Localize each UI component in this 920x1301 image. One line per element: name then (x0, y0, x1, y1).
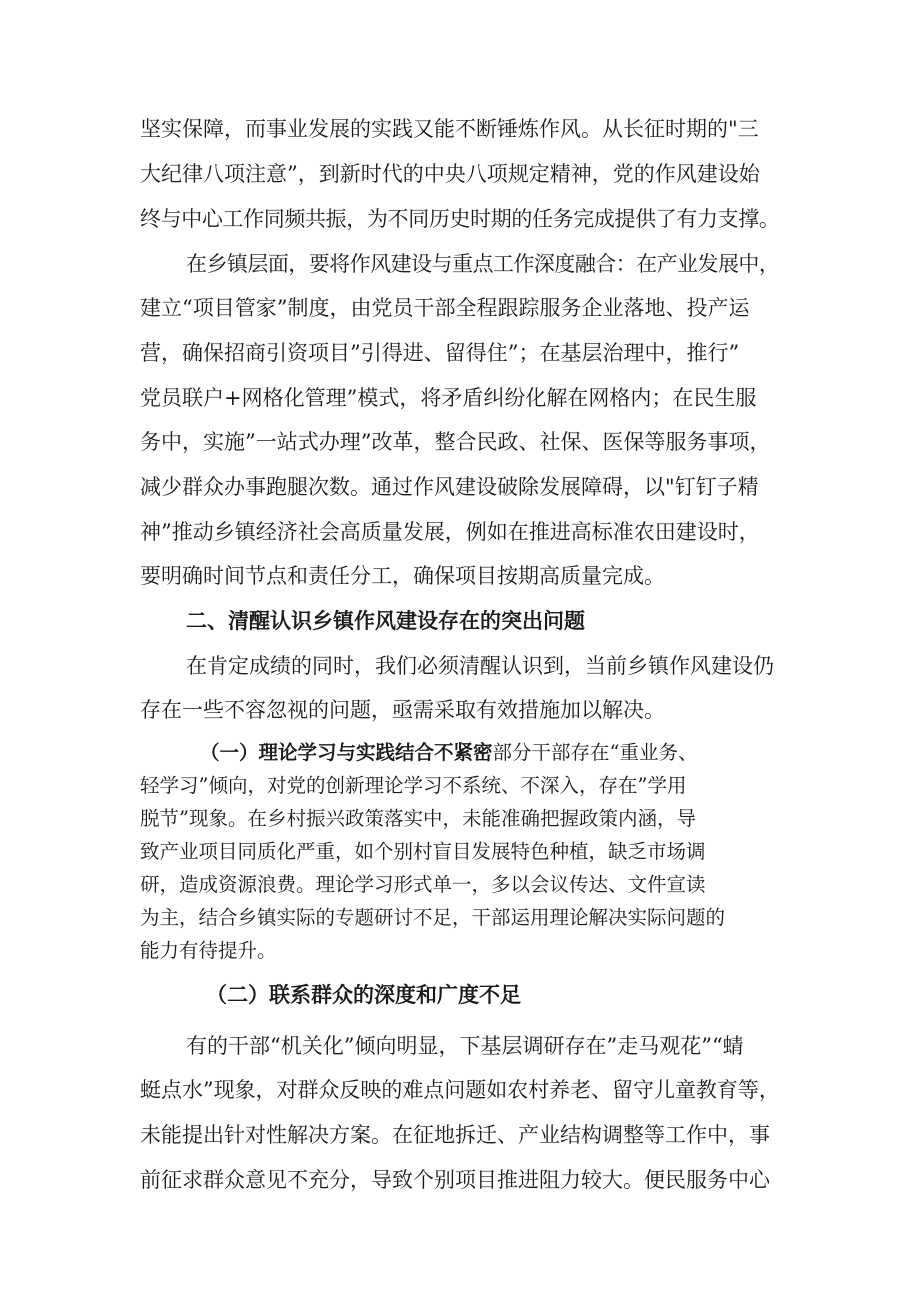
paragraph-line: 在乡镇层面，要将作风建设与重点工作深度融合：在产业发展中， (186, 252, 780, 276)
paragraph-line: 坚实保障，而事业发展的实践又能不断锤炼作风。从长征时期的"三 (140, 117, 759, 141)
paragraph-line: 要明确时间节点和责任分工，确保项目按期高质量完成。 (140, 564, 665, 588)
paragraph-line: 务中，实施”一站式办理”改革，整合民政、社保、医保等服务事项， (140, 430, 771, 454)
paragraph-line: 有的干部“机关化”倾向明显，下基层调研存在”走马观花”“蜻 (186, 1034, 744, 1058)
subsection-heading: （二）联系群众的深度和广度不足 (206, 982, 521, 1007)
paragraph-line: 前征求群众意见不充分，导致个别项目推进阻力较大。便民服务中心 (140, 1168, 770, 1192)
paragraph-line: 建立“项目管家”制度，由党员干部全程跟踪服务企业落地、投产运 (140, 296, 750, 320)
paragraph-line: 研，造成资源浪费。理论学习形式单一，多以会议传达、文件宣读 (140, 873, 706, 896)
paragraph-line: 减少群众办事跑腿次数。通过作风建设破除发展障碍，以"钉钉子精 (140, 475, 759, 499)
paragraph-line: 蜓点水”现象，对群众反映的难点问题如农村养老、留守儿童教育等， (140, 1078, 780, 1102)
paragraph-line: 为主，结合乡镇实际的专题研讨不足，干部运用理论解决实际问题的 (140, 906, 726, 929)
paragraph-line: 能力有待提升。 (140, 939, 277, 962)
paragraph-line: 党员联户+网格化管理”模式，将矛盾纠纷化解在网格内；在民生服 (140, 386, 757, 410)
paragraph-line: 终与中心工作同频共振，为不同历史时期的任务完成提供了有力支撑。 (140, 207, 780, 231)
paragraph-line: 大纪律八项注意”，到新时代的中央八项规定精神，党的作风建设始 (140, 162, 760, 186)
paragraph-line: 轻学习”倾向，对党的创新理论学习不系统、不深入，存在”学用 (140, 774, 687, 797)
paragraph-line: 脱节”现象。在乡村振兴政策落实中，未能准确把握政策内涵，导 (140, 807, 696, 830)
subsection-line (200, 739, 780, 767)
paragraph-line: 在肯定成绩的同时，我们必须清醒认识到，当前乡镇作风建设仍 (186, 654, 774, 678)
paragraph-line: 未能提出针对性解决方案。在征地拆迁、产业结构调整等工作中，事 (140, 1123, 770, 1147)
paragraph-line: 神”推动乡镇经济社会高质量发展，例如在推进高标准农田建设时， (140, 520, 760, 544)
paragraph-line: 营，确保招商引资项目”引得进、留得住”；在基层治理中，推行” (140, 341, 740, 365)
subsection-heading: （一）理论学习与实践结合不紧密 (200, 741, 493, 764)
section-heading: 二、清醒认识乡镇作风建设存在的突出问题 (186, 608, 585, 633)
subsection-text: 部分干部存在“重业务、 (492, 741, 698, 764)
paragraph-line: 存在一些不容忽视的问题，亟需采取有效措施加以解决。 (140, 698, 665, 722)
paragraph-line: 致产业项目同质化严重，如个别村盲目发展特色种植，缺乏市场调 (140, 840, 706, 863)
